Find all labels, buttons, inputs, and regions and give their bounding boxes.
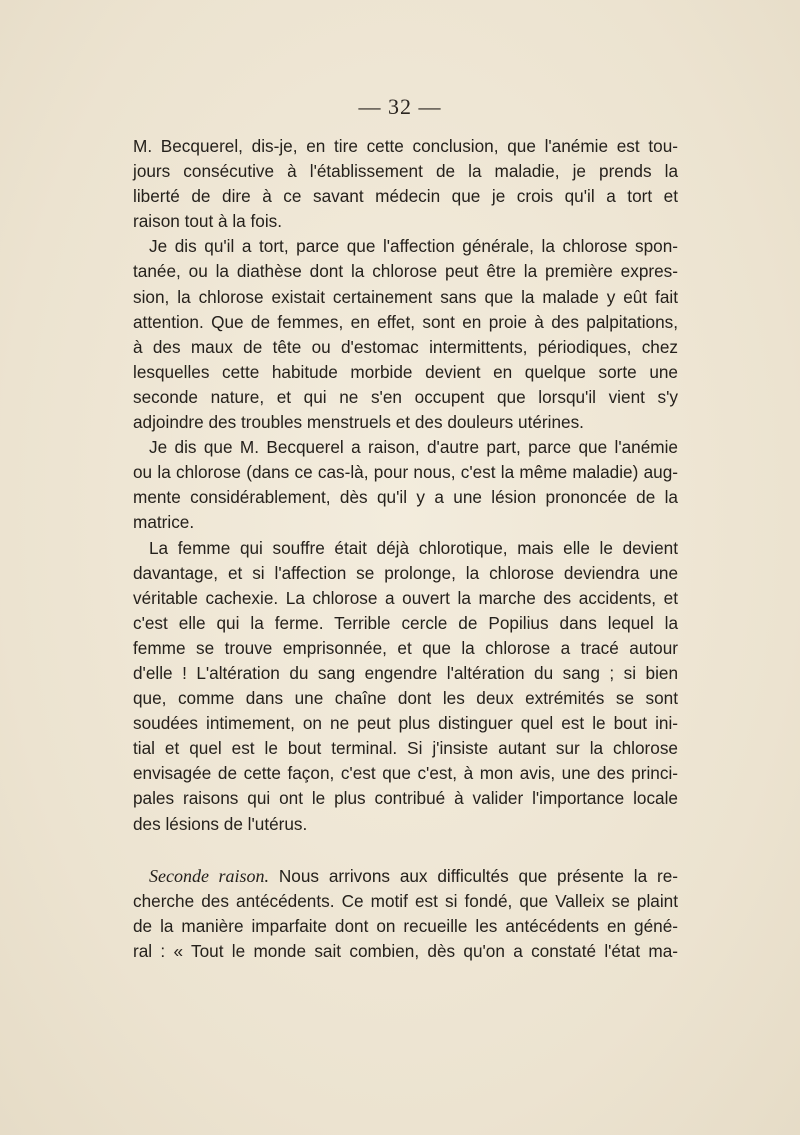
text-line: de la manière imparfaite dont on recueille les antécédents en géné- <box>133 915 678 936</box>
text-line: envisagée de cette façon, c'est que c'est, à mon avis, une des princi- <box>133 763 678 784</box>
text-line: raison tout à la fois. <box>133 211 283 232</box>
text-line: cherche des antécédents. Ce motif est si fondé, que Valleix se plaint <box>133 890 678 911</box>
text-line: à des maux de tête ou d'estomac intermittents, périodiques, chez <box>133 336 678 357</box>
text-line: Je dis qu'il a tort, parce que l'affection générale, la chlorose spon- <box>149 236 678 257</box>
text-line: adjoindre des troubles menstruels et des douleurs utérines. <box>133 412 584 433</box>
text-line: que, comme dans une chaîne dont les deux extrémités se sont <box>133 688 678 709</box>
text-line: lesquelles cette habitude morbide devient en quelque sorte une <box>133 361 678 382</box>
text-line <box>133 864 678 889</box>
section-gap <box>133 837 678 864</box>
section-lead: Seconde raison. <box>149 865 270 886</box>
text-line: M. Becquerel, dis-je, en tire cette conclusion, que l'anémie est tou- <box>133 136 678 156</box>
text-line: liberté de dire à ce savant médecin que je crois qu'il a tort et <box>133 186 678 207</box>
text-line: soudées intimement, on ne peut plus distinguer quel est le bout ini- <box>133 713 678 734</box>
text-line: des lésions de l'utérus. <box>133 813 308 834</box>
text-line: attention. Que de femmes, en effet, sont en proie à des palpitations, <box>133 311 678 332</box>
text-line-rest: Nous arrivons aux difficultés que présente la re- <box>269 865 678 886</box>
text-line: sion, la chlorose existait certainement sans que la malade y eût fait <box>133 286 678 307</box>
paragraph-2 <box>133 234 678 435</box>
text-line: femme se trouve emprisonnée, et que la chlorose a tracé autour <box>133 637 678 658</box>
text-line: mente considérablement, dès qu'il y a une lésion prononcée de la <box>133 487 678 508</box>
page-number: — 32 — <box>358 94 442 119</box>
body-text <box>133 134 678 964</box>
text-line: Je dis que M. Becquerel a raison, d'autre part, parce que l'anémie <box>149 437 678 458</box>
text-line: jours consécutive à l'établissement de la maladie, je prends la <box>133 161 678 182</box>
text-line: tial et quel est le bout terminal. Si j'insiste autant sur la chlorose <box>133 738 678 759</box>
text-line: matrice. <box>133 512 195 533</box>
text-line: c'est elle qui la ferme. Terrible cercle de Popilius dans lequel la <box>133 612 678 633</box>
text-line: pales raisons qui ont le plus contribué à valider l'importance locale <box>133 788 678 809</box>
text-line: ral : « Tout le monde sait combien, dès qu'on a constaté l'état ma- <box>133 940 678 961</box>
text-line: tanée, ou la diathèse dont la chlorose peut être la première expres- <box>133 261 678 282</box>
text-line: ou la chlorose (dans ce cas-là, pour nous, c'est la même maladie) aug- <box>133 462 678 483</box>
paragraph-5 <box>133 864 678 964</box>
paragraph-1 <box>133 134 678 234</box>
text-line: véritable cachexie. La chlorose a ouvert la marche des accidents, et <box>133 587 678 608</box>
text-line: La femme qui souffre était déjà chlorotique, mais elle le devient <box>149 537 678 558</box>
paragraph-4 <box>133 536 678 837</box>
text-line: d'elle ! L'altération du sang engendre l'altération du sang ; si bien <box>133 662 678 683</box>
text-line: davantage, et si l'affection se prolonge, la chlorose deviendra une <box>133 562 678 583</box>
text-line: seconde nature, et qui ne s'en occupent que lorsqu'il vient s'y <box>133 386 678 407</box>
paragraph-3 <box>133 435 678 535</box>
